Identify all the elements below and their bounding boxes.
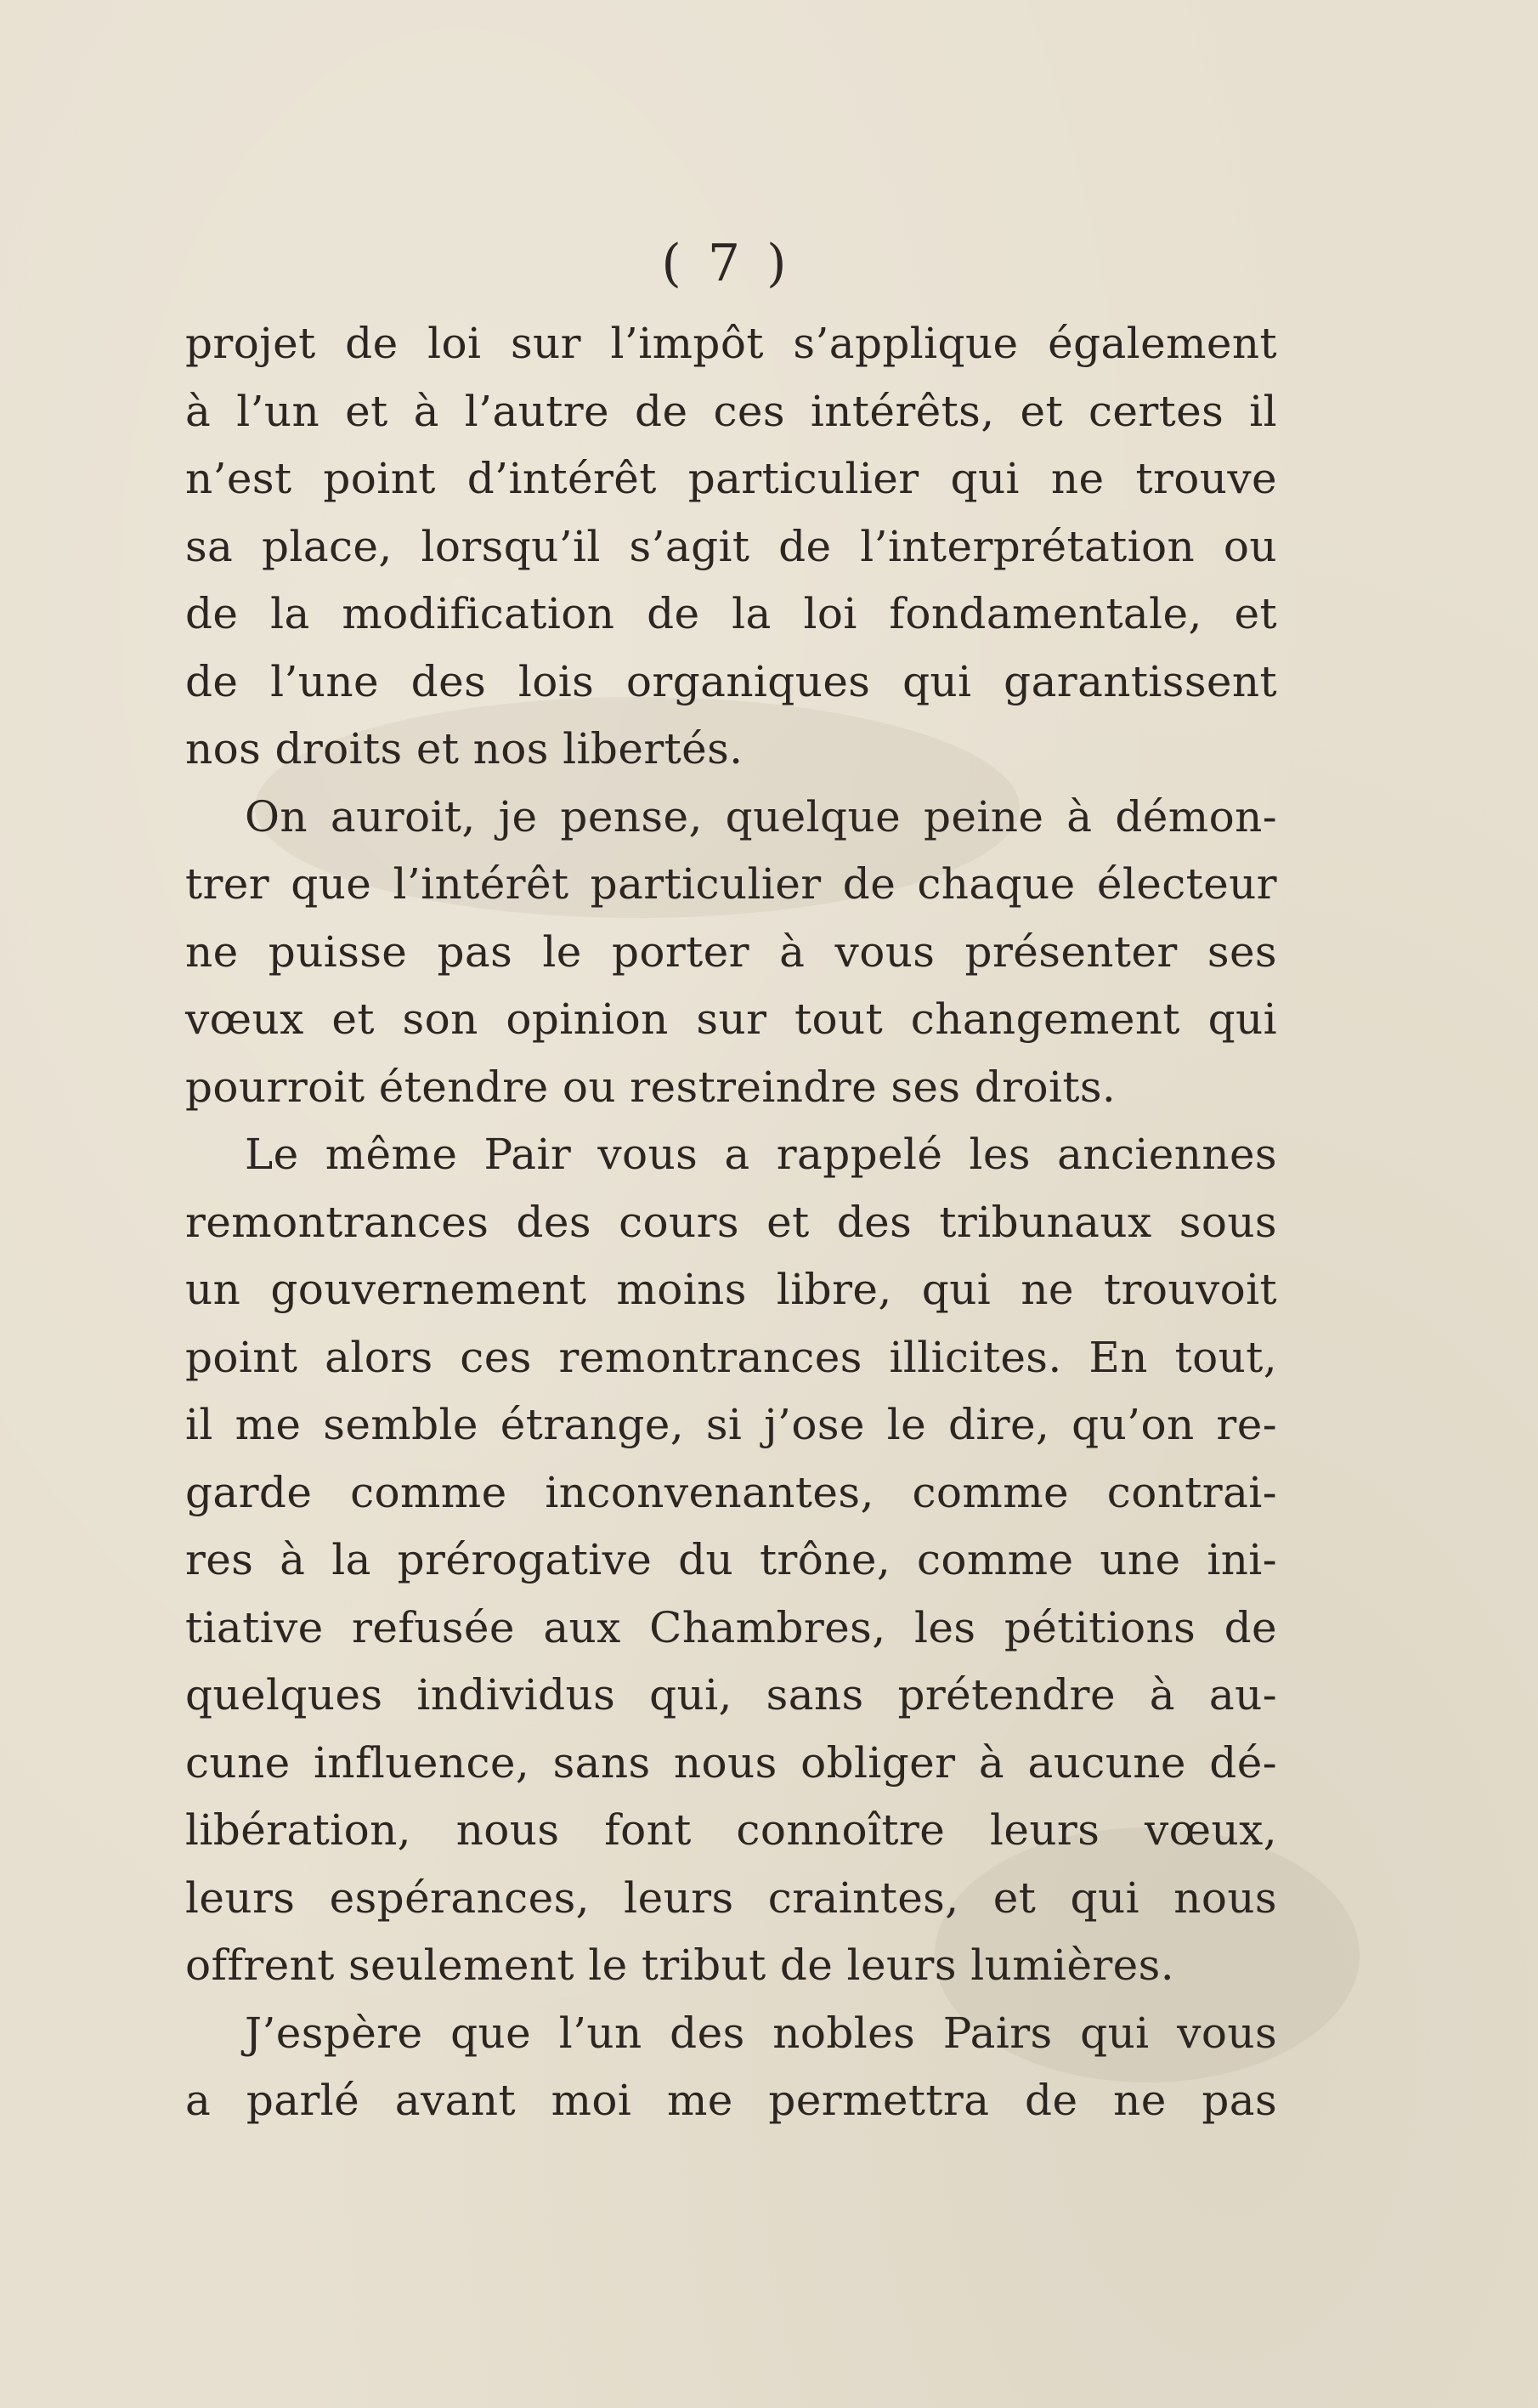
text-line: nos droits et nos libertés. — [185, 724, 744, 773]
text-line: vœux et son opinion sur tout changement qui — [185, 994, 1277, 1044]
text-line: de l’une des lois organiques qui garantissent — [185, 656, 1277, 706]
text-line: tiative refusée aux Chambres, les pétitions de — [185, 1602, 1277, 1652]
text-line: ne puisse pas le porter à vous présenter ses — [185, 926, 1277, 977]
text-line: quelques individus qui, sans prétendre à au- — [185, 1670, 1277, 1720]
text-line: leurs espérances, leurs craintes, et qui nous — [185, 1873, 1277, 1923]
text-line: sa place, lorsqu’il s’agit de l’interprétation ou — [185, 521, 1277, 571]
page-number: ( 7 ) — [661, 234, 792, 293]
text-line: garde comme inconvenantes, comme contrai- — [185, 1467, 1277, 1517]
text-line: Le même Pair vous a rappelé les anciennes — [245, 1130, 1277, 1179]
text-line: On auroit, je pense, quelque peine à démon- — [245, 791, 1277, 841]
text-line: il me semble étrange, si j’ose le dire, qu’on re- — [185, 1400, 1277, 1449]
text-line: projet de loi sur l’impôt s’applique également — [185, 319, 1277, 368]
text-line: n’est point d’intérêt particulier qui ne trouve — [185, 454, 1277, 503]
text-line: res à la prérogative du trône, comme une ini- — [185, 1535, 1277, 1584]
text-line: remontrances des cours et des tribunaux sous — [185, 1197, 1277, 1247]
text-line: pourroit étendre ou restreindre ses droits. — [185, 1062, 1117, 1112]
text-line: J’espère que l’un des nobles Pairs qui vous — [245, 2008, 1277, 2058]
text-line: offrent seulement le tribut de leurs lumières. — [185, 1941, 1175, 1990]
text-line: libération, nous font connoître leurs vœux, — [185, 1805, 1277, 1855]
text-line: trer que l’intérêt particulier de chaque électeur — [185, 859, 1277, 909]
body-text — [185, 310, 1277, 2135]
text-line: point alors ces remontrances illicites. En tout, — [185, 1332, 1277, 1382]
text-line: cune influence, sans nous obliger à aucune dé- — [185, 1737, 1277, 1788]
text-line: de la modification de la loi fondamentale, et — [185, 589, 1277, 638]
text-line: un gouvernement moins libre, qui ne trouvoit — [185, 1265, 1277, 1314]
text-line: a parlé avant moi me permettra de ne pas — [185, 2076, 1277, 2125]
text-line: à l’un et à l’autre de ces intérêts, et certes il — [185, 386, 1277, 436]
